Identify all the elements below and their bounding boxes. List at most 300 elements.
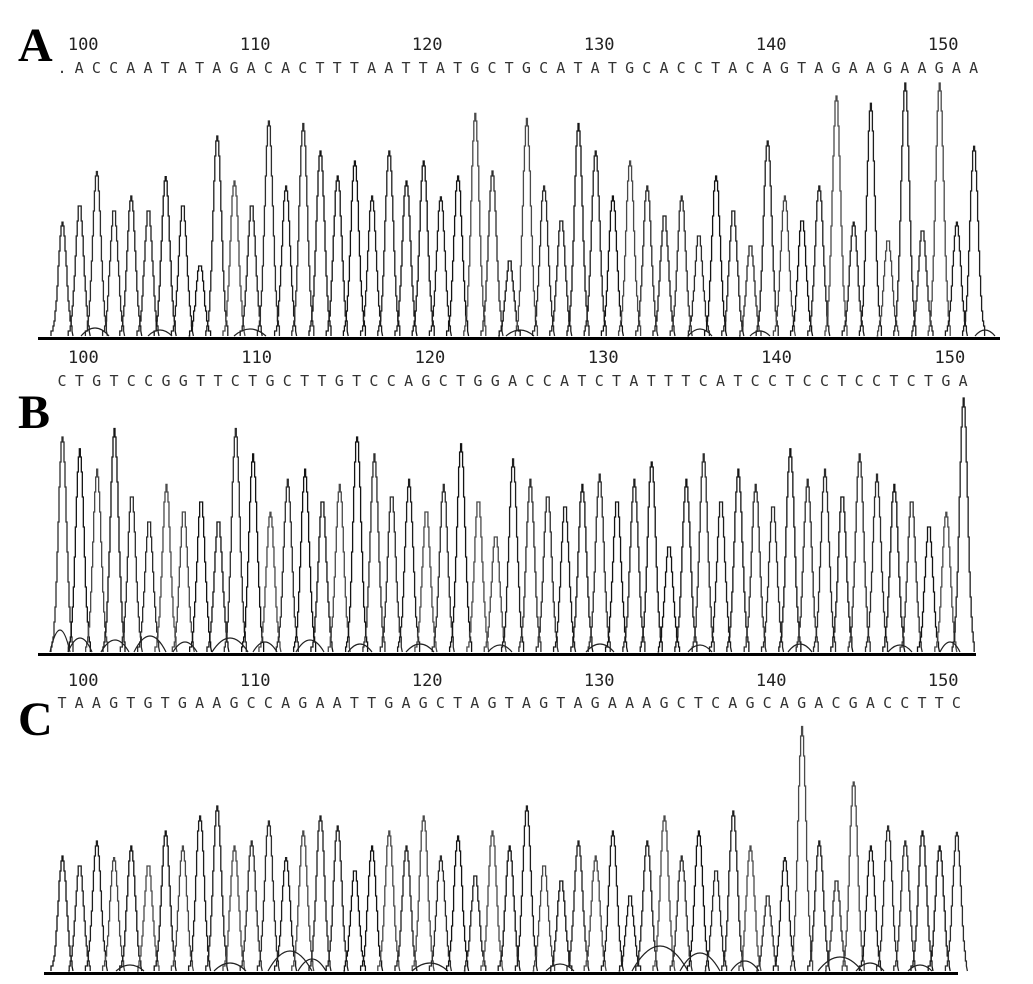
base-call-letter: A bbox=[629, 372, 639, 390]
trace-peak bbox=[515, 118, 537, 336]
trace-peak bbox=[928, 83, 950, 336]
position-tick-label: 140 bbox=[755, 671, 787, 691]
base-call-letter: T bbox=[315, 59, 325, 77]
base-call-letter: A bbox=[951, 59, 961, 77]
base-call-letter: A bbox=[969, 59, 979, 77]
base-call-letter: A bbox=[401, 694, 411, 712]
base-call-letter: G bbox=[265, 372, 275, 390]
trace-peak bbox=[670, 196, 692, 336]
base-call-letter: A bbox=[573, 694, 583, 712]
trace-peak bbox=[398, 479, 420, 652]
chromatogram-trace-A bbox=[0, 20, 1033, 341]
base-call-letter: T bbox=[57, 694, 67, 712]
position-tick-label: 110 bbox=[239, 35, 271, 55]
trace-peak bbox=[51, 437, 73, 652]
base-call-letter: A bbox=[470, 694, 480, 712]
trace-peak bbox=[554, 507, 576, 652]
trace-peak bbox=[68, 206, 90, 336]
trace-peak bbox=[68, 866, 90, 971]
base-call-letter: C bbox=[698, 372, 708, 390]
base-call-letter: A bbox=[814, 59, 824, 77]
base-call-letter: T bbox=[785, 372, 795, 390]
base-call-letter: C bbox=[263, 59, 273, 77]
base-call-letter: A bbox=[762, 59, 772, 77]
chromatogram-trace-C bbox=[0, 658, 1033, 984]
trace-peak bbox=[450, 444, 472, 652]
position-tick-label: 110 bbox=[239, 671, 271, 691]
trace-peak bbox=[623, 479, 645, 652]
base-call-letter: A bbox=[508, 372, 518, 390]
base-call-letter: T bbox=[300, 372, 310, 390]
base-call-letter: T bbox=[332, 59, 342, 77]
base-call-letter: C bbox=[539, 59, 549, 77]
baseline bbox=[44, 972, 958, 975]
noise-bump bbox=[348, 644, 372, 652]
position-tick-label: 120 bbox=[411, 671, 443, 691]
trace-peak bbox=[378, 151, 400, 336]
base-call-letter: C bbox=[487, 59, 497, 77]
base-call-letter: T bbox=[573, 59, 583, 77]
base-call-letter: G bbox=[490, 372, 500, 390]
position-tick-label: 150 bbox=[927, 671, 959, 691]
base-call-letter: C bbox=[263, 694, 273, 712]
trace-peak bbox=[432, 484, 454, 652]
position-tick-label: 150 bbox=[934, 348, 966, 368]
trace-peak bbox=[240, 841, 262, 971]
base-call-letter: C bbox=[693, 59, 703, 77]
base-call-letter: A bbox=[212, 59, 222, 77]
trace-peak bbox=[309, 816, 331, 971]
base-call-letter: T bbox=[733, 372, 743, 390]
trace-peak bbox=[361, 846, 383, 971]
base-call-letter: C bbox=[676, 59, 686, 77]
trace-peak bbox=[687, 831, 709, 971]
trace-peak bbox=[952, 398, 974, 652]
base-call-letter: C bbox=[831, 694, 841, 712]
base-call-letter: G bbox=[745, 694, 755, 712]
base-call-letter: G bbox=[470, 59, 480, 77]
base-call-sequence bbox=[57, 59, 978, 77]
base-call-letter: . bbox=[57, 59, 67, 77]
base-call-letter: G bbox=[590, 694, 600, 712]
base-call-letter: C bbox=[126, 372, 136, 390]
base-call-letter: G bbox=[161, 372, 171, 390]
trace-peak bbox=[257, 821, 279, 971]
noise-bump bbox=[488, 645, 512, 652]
panel-C bbox=[0, 658, 1033, 984]
trace-peak bbox=[120, 196, 142, 336]
base-call-letter: A bbox=[126, 59, 136, 77]
base-call-letter: T bbox=[607, 59, 617, 77]
trace-peak bbox=[328, 484, 350, 652]
base-call-letter: A bbox=[642, 694, 652, 712]
noise-bump bbox=[788, 644, 812, 652]
trace-peak bbox=[848, 454, 870, 652]
base-call-letter: T bbox=[418, 59, 428, 77]
base-call-letter: G bbox=[521, 59, 531, 77]
trace-peak bbox=[877, 826, 899, 971]
panel-B bbox=[0, 341, 1033, 658]
base-call-letter: C bbox=[91, 59, 101, 77]
base-call-sequence bbox=[57, 372, 967, 390]
base-call-letter: A bbox=[728, 694, 738, 712]
position-tick-label: 120 bbox=[411, 35, 443, 55]
noise-bump bbox=[212, 638, 248, 652]
trace-peak bbox=[294, 469, 316, 652]
position-tick-label: 130 bbox=[583, 671, 615, 691]
base-call-letter: C bbox=[594, 372, 604, 390]
trace-peak bbox=[567, 123, 589, 336]
trace-peak bbox=[502, 459, 524, 652]
trace-peaks bbox=[51, 727, 967, 971]
base-call-letter: T bbox=[556, 694, 566, 712]
trace-peak bbox=[412, 816, 434, 971]
trace-peak bbox=[51, 222, 73, 336]
base-call-letter: C bbox=[298, 59, 308, 77]
position-tick-label: 140 bbox=[755, 35, 787, 55]
base-call-letter: C bbox=[745, 59, 755, 77]
base-call-letter: C bbox=[883, 694, 893, 712]
trace-peak bbox=[825, 96, 847, 336]
base-call-letter: G bbox=[487, 694, 497, 712]
panel-label-B: B bbox=[18, 386, 51, 439]
trace-peak bbox=[675, 479, 697, 652]
base-call-letter: C bbox=[369, 372, 379, 390]
base-call-letter: G bbox=[229, 59, 239, 77]
base-call-letter: T bbox=[213, 372, 223, 390]
trace-peak bbox=[756, 141, 778, 336]
base-call-letter: T bbox=[456, 372, 466, 390]
trace-peak bbox=[257, 121, 279, 336]
noise-bump bbox=[750, 331, 770, 336]
noise-bump bbox=[214, 963, 246, 971]
position-tick-label: 130 bbox=[583, 35, 615, 55]
base-call-letter: A bbox=[74, 694, 84, 712]
trace-peak bbox=[378, 831, 400, 971]
base-call-letter: T bbox=[612, 372, 622, 390]
base-call-letter: C bbox=[386, 372, 396, 390]
base-call-letter: C bbox=[438, 372, 448, 390]
base-call-letter: T bbox=[349, 59, 359, 77]
base-call-letter: T bbox=[126, 694, 136, 712]
base-call-letter: C bbox=[906, 372, 916, 390]
base-call-letter: G bbox=[941, 372, 951, 390]
base-call-letter: T bbox=[917, 694, 927, 712]
trace-peak bbox=[601, 831, 623, 971]
base-call-letter: T bbox=[711, 59, 721, 77]
trace-peak bbox=[68, 449, 90, 652]
base-call-letter: T bbox=[453, 694, 463, 712]
base-call-letter: T bbox=[681, 372, 691, 390]
noise-bump bbox=[296, 640, 324, 652]
trace-peak bbox=[842, 782, 864, 971]
base-call-letter: G bbox=[298, 694, 308, 712]
panel-label-A: A bbox=[18, 19, 53, 72]
trace-peak bbox=[911, 831, 933, 971]
panel-A bbox=[0, 20, 1033, 341]
position-ticks bbox=[68, 348, 965, 368]
base-call-letter: A bbox=[435, 59, 445, 77]
base-call-letter: A bbox=[728, 59, 738, 77]
base-call-letter: T bbox=[195, 59, 205, 77]
base-call-letter: A bbox=[315, 694, 325, 712]
base-call-letter: T bbox=[453, 59, 463, 77]
trace-peak bbox=[567, 841, 589, 971]
base-call-letter: A bbox=[332, 694, 342, 712]
base-call-letter: C bbox=[820, 372, 830, 390]
base-call-letter: A bbox=[958, 372, 968, 390]
trace-peak bbox=[464, 876, 486, 971]
base-call-letter: C bbox=[802, 372, 812, 390]
trace-peak bbox=[814, 469, 836, 652]
trace-peaks bbox=[51, 83, 985, 336]
trace-peak bbox=[154, 831, 176, 971]
position-tick-label: 110 bbox=[241, 348, 272, 368]
trace-peak bbox=[189, 816, 211, 971]
base-call-letter: T bbox=[664, 372, 674, 390]
base-call-letter: A bbox=[900, 59, 910, 77]
base-call-letter: A bbox=[560, 372, 570, 390]
trace-peak bbox=[154, 177, 176, 336]
base-call-letter: T bbox=[837, 372, 847, 390]
trace-peak bbox=[343, 161, 365, 336]
trace-peak bbox=[412, 161, 434, 336]
base-call-letter: G bbox=[178, 372, 188, 390]
trace-peak bbox=[866, 474, 888, 652]
base-call-letter: A bbox=[814, 694, 824, 712]
base-call-letter: C bbox=[542, 372, 552, 390]
base-call-letter: A bbox=[367, 59, 377, 77]
base-call-letter: C bbox=[854, 372, 864, 390]
trace-peak bbox=[791, 727, 813, 971]
base-call-letter: G bbox=[883, 59, 893, 77]
base-call-letter: G bbox=[539, 694, 549, 712]
chromatogram-trace-B bbox=[0, 341, 1033, 658]
trace-peak bbox=[935, 512, 957, 652]
base-call-letter: G bbox=[797, 694, 807, 712]
base-call-letter: G bbox=[659, 694, 669, 712]
trace-peak bbox=[481, 831, 503, 971]
base-call-letter: T bbox=[74, 372, 84, 390]
base-call-letter: G bbox=[625, 59, 635, 77]
base-call-letter: C bbox=[951, 694, 961, 712]
base-call-letter: C bbox=[762, 694, 772, 712]
base-call-letter: A bbox=[246, 59, 256, 77]
base-call-letter: T bbox=[797, 59, 807, 77]
position-tick-label: 100 bbox=[67, 35, 99, 55]
base-call-letter: T bbox=[160, 59, 170, 77]
base-call-letter: G bbox=[934, 59, 944, 77]
base-call-letter: A bbox=[865, 59, 875, 77]
panel-label-C: C bbox=[18, 693, 53, 746]
trace-peak bbox=[808, 186, 830, 336]
base-call-letter: C bbox=[525, 372, 535, 390]
base-call-letter: G bbox=[334, 372, 344, 390]
trace-peak bbox=[171, 206, 193, 336]
trace-peak bbox=[894, 841, 916, 971]
base-call-letter: A bbox=[143, 59, 153, 77]
base-call-letter: T bbox=[109, 372, 119, 390]
base-call-letter: C bbox=[246, 694, 256, 712]
trace-peak bbox=[51, 856, 73, 971]
position-tick-label: 150 bbox=[927, 35, 959, 55]
trace-peak bbox=[447, 836, 469, 971]
base-call-letter: G bbox=[109, 694, 119, 712]
trace-peak bbox=[343, 871, 365, 971]
position-ticks bbox=[68, 671, 959, 691]
trace-peak bbox=[571, 484, 593, 652]
position-tick-label: 120 bbox=[414, 348, 446, 368]
base-call-letter: A bbox=[74, 59, 84, 77]
trace-peak bbox=[705, 176, 727, 336]
base-call-letter: G bbox=[779, 59, 789, 77]
base-call-letter: T bbox=[196, 372, 206, 390]
trace-peak bbox=[138, 522, 160, 652]
trace-peak bbox=[190, 502, 212, 652]
position-tick-label: 100 bbox=[67, 348, 99, 368]
base-call-letter: A bbox=[91, 694, 101, 712]
trace-peak bbox=[292, 831, 314, 971]
base-call-letter: A bbox=[177, 59, 187, 77]
trace-peak bbox=[653, 816, 675, 971]
base-call-letter: C bbox=[109, 59, 119, 77]
base-call-letter: G bbox=[177, 694, 187, 712]
trace-peak bbox=[640, 462, 662, 652]
trace-peak bbox=[464, 113, 486, 336]
noise-bump bbox=[134, 636, 166, 652]
trace-peak bbox=[722, 811, 744, 971]
trace-peak bbox=[588, 474, 610, 652]
trace-peak bbox=[85, 172, 107, 336]
trace-peak bbox=[346, 437, 368, 652]
trace-peak bbox=[894, 83, 916, 336]
base-call-letter: T bbox=[577, 372, 587, 390]
base-call-letter: C bbox=[676, 694, 686, 712]
base-call-letter: A bbox=[779, 694, 789, 712]
base-call-letter: C bbox=[282, 372, 292, 390]
position-tick-label: 140 bbox=[761, 348, 792, 368]
trace-peak bbox=[481, 171, 503, 336]
base-call-letter: T bbox=[352, 372, 362, 390]
base-call-letter: A bbox=[212, 694, 222, 712]
base-call-letter: A bbox=[848, 59, 858, 77]
noise-bump bbox=[50, 630, 70, 652]
trace-peak bbox=[224, 428, 246, 652]
baseline-noise bbox=[116, 946, 932, 971]
trace-peak bbox=[292, 123, 314, 336]
base-call-letter: G bbox=[473, 372, 483, 390]
base-call-letter: T bbox=[923, 372, 934, 390]
base-call-letter: G bbox=[418, 694, 428, 712]
trace-peak bbox=[883, 484, 905, 652]
base-call-letter: C bbox=[871, 372, 882, 390]
base-call-letter: G bbox=[229, 694, 239, 712]
base-call-letter: G bbox=[421, 372, 431, 390]
noise-bump bbox=[253, 642, 277, 652]
trace-peak bbox=[515, 806, 537, 971]
base-call-letter: T bbox=[889, 372, 899, 390]
trace-peak bbox=[155, 484, 177, 652]
trace-peak bbox=[120, 846, 142, 971]
base-call-letter: T bbox=[349, 694, 359, 712]
base-call-letter: C bbox=[768, 372, 778, 390]
trace-peak bbox=[103, 428, 125, 652]
base-call-letter: A bbox=[590, 59, 600, 77]
base-call-letter: G bbox=[92, 372, 102, 390]
trace-peak bbox=[240, 206, 262, 336]
base-call-letter: T bbox=[367, 694, 377, 712]
base-call-letter: A bbox=[281, 694, 291, 712]
trace-peak bbox=[727, 469, 749, 652]
base-call-letter: T bbox=[401, 59, 411, 77]
base-call-letter: A bbox=[556, 59, 566, 77]
base-call-letter: T bbox=[693, 694, 703, 712]
trace-peaks bbox=[51, 398, 974, 652]
trace-peak bbox=[85, 841, 107, 971]
trace-peak bbox=[276, 479, 298, 652]
trace-peak bbox=[206, 136, 228, 336]
noise-bump bbox=[818, 957, 862, 971]
trace-peak bbox=[808, 841, 830, 971]
base-call-letter: T bbox=[646, 372, 656, 390]
trace-peak bbox=[945, 832, 967, 971]
baseline bbox=[38, 653, 976, 656]
base-call-letter: T bbox=[160, 694, 170, 712]
base-call-letter: A bbox=[917, 59, 927, 77]
position-tick-label: 130 bbox=[587, 348, 619, 368]
base-call-letter: G bbox=[831, 59, 841, 77]
base-call-letter: A bbox=[865, 694, 875, 712]
noise-bump bbox=[148, 330, 172, 336]
base-call-letter: C bbox=[144, 372, 154, 390]
base-call-letter: A bbox=[659, 59, 669, 77]
base-call-letter: A bbox=[281, 59, 291, 77]
base-call-letter: G bbox=[848, 694, 858, 712]
base-call-letter: A bbox=[521, 694, 531, 712]
trace-peak bbox=[963, 146, 985, 336]
base-call-letter: C bbox=[642, 59, 652, 77]
base-call-letter: C bbox=[750, 372, 760, 390]
position-ticks bbox=[68, 35, 959, 55]
trace-peak bbox=[744, 484, 766, 652]
base-call-letter: A bbox=[384, 59, 394, 77]
base-call-letter: T bbox=[934, 694, 944, 712]
base-call-letter: G bbox=[143, 694, 153, 712]
base-call-letter: G bbox=[384, 694, 394, 712]
noise-bump bbox=[731, 961, 759, 971]
base-call-letter: A bbox=[607, 694, 617, 712]
trace-peak bbox=[619, 161, 641, 336]
base-call-sequence bbox=[57, 694, 960, 712]
base-call-letter: A bbox=[716, 372, 726, 390]
position-tick-label: 100 bbox=[67, 671, 99, 691]
trace-peak bbox=[692, 454, 714, 652]
trace-peak bbox=[447, 176, 469, 336]
trace-peak bbox=[779, 449, 801, 652]
trace-peak bbox=[519, 479, 541, 652]
base-call-letter: T bbox=[317, 372, 327, 390]
base-call-letter: A bbox=[404, 372, 414, 390]
base-call-letter: C bbox=[900, 694, 910, 712]
base-call-letter: C bbox=[57, 372, 67, 390]
trace-peak bbox=[137, 866, 159, 971]
base-call-letter: C bbox=[230, 372, 240, 390]
baseline bbox=[38, 337, 1000, 340]
trace-peak bbox=[206, 806, 228, 971]
base-call-letter: C bbox=[435, 694, 445, 712]
base-call-letter: T bbox=[504, 59, 514, 77]
trace-peak bbox=[326, 826, 348, 971]
